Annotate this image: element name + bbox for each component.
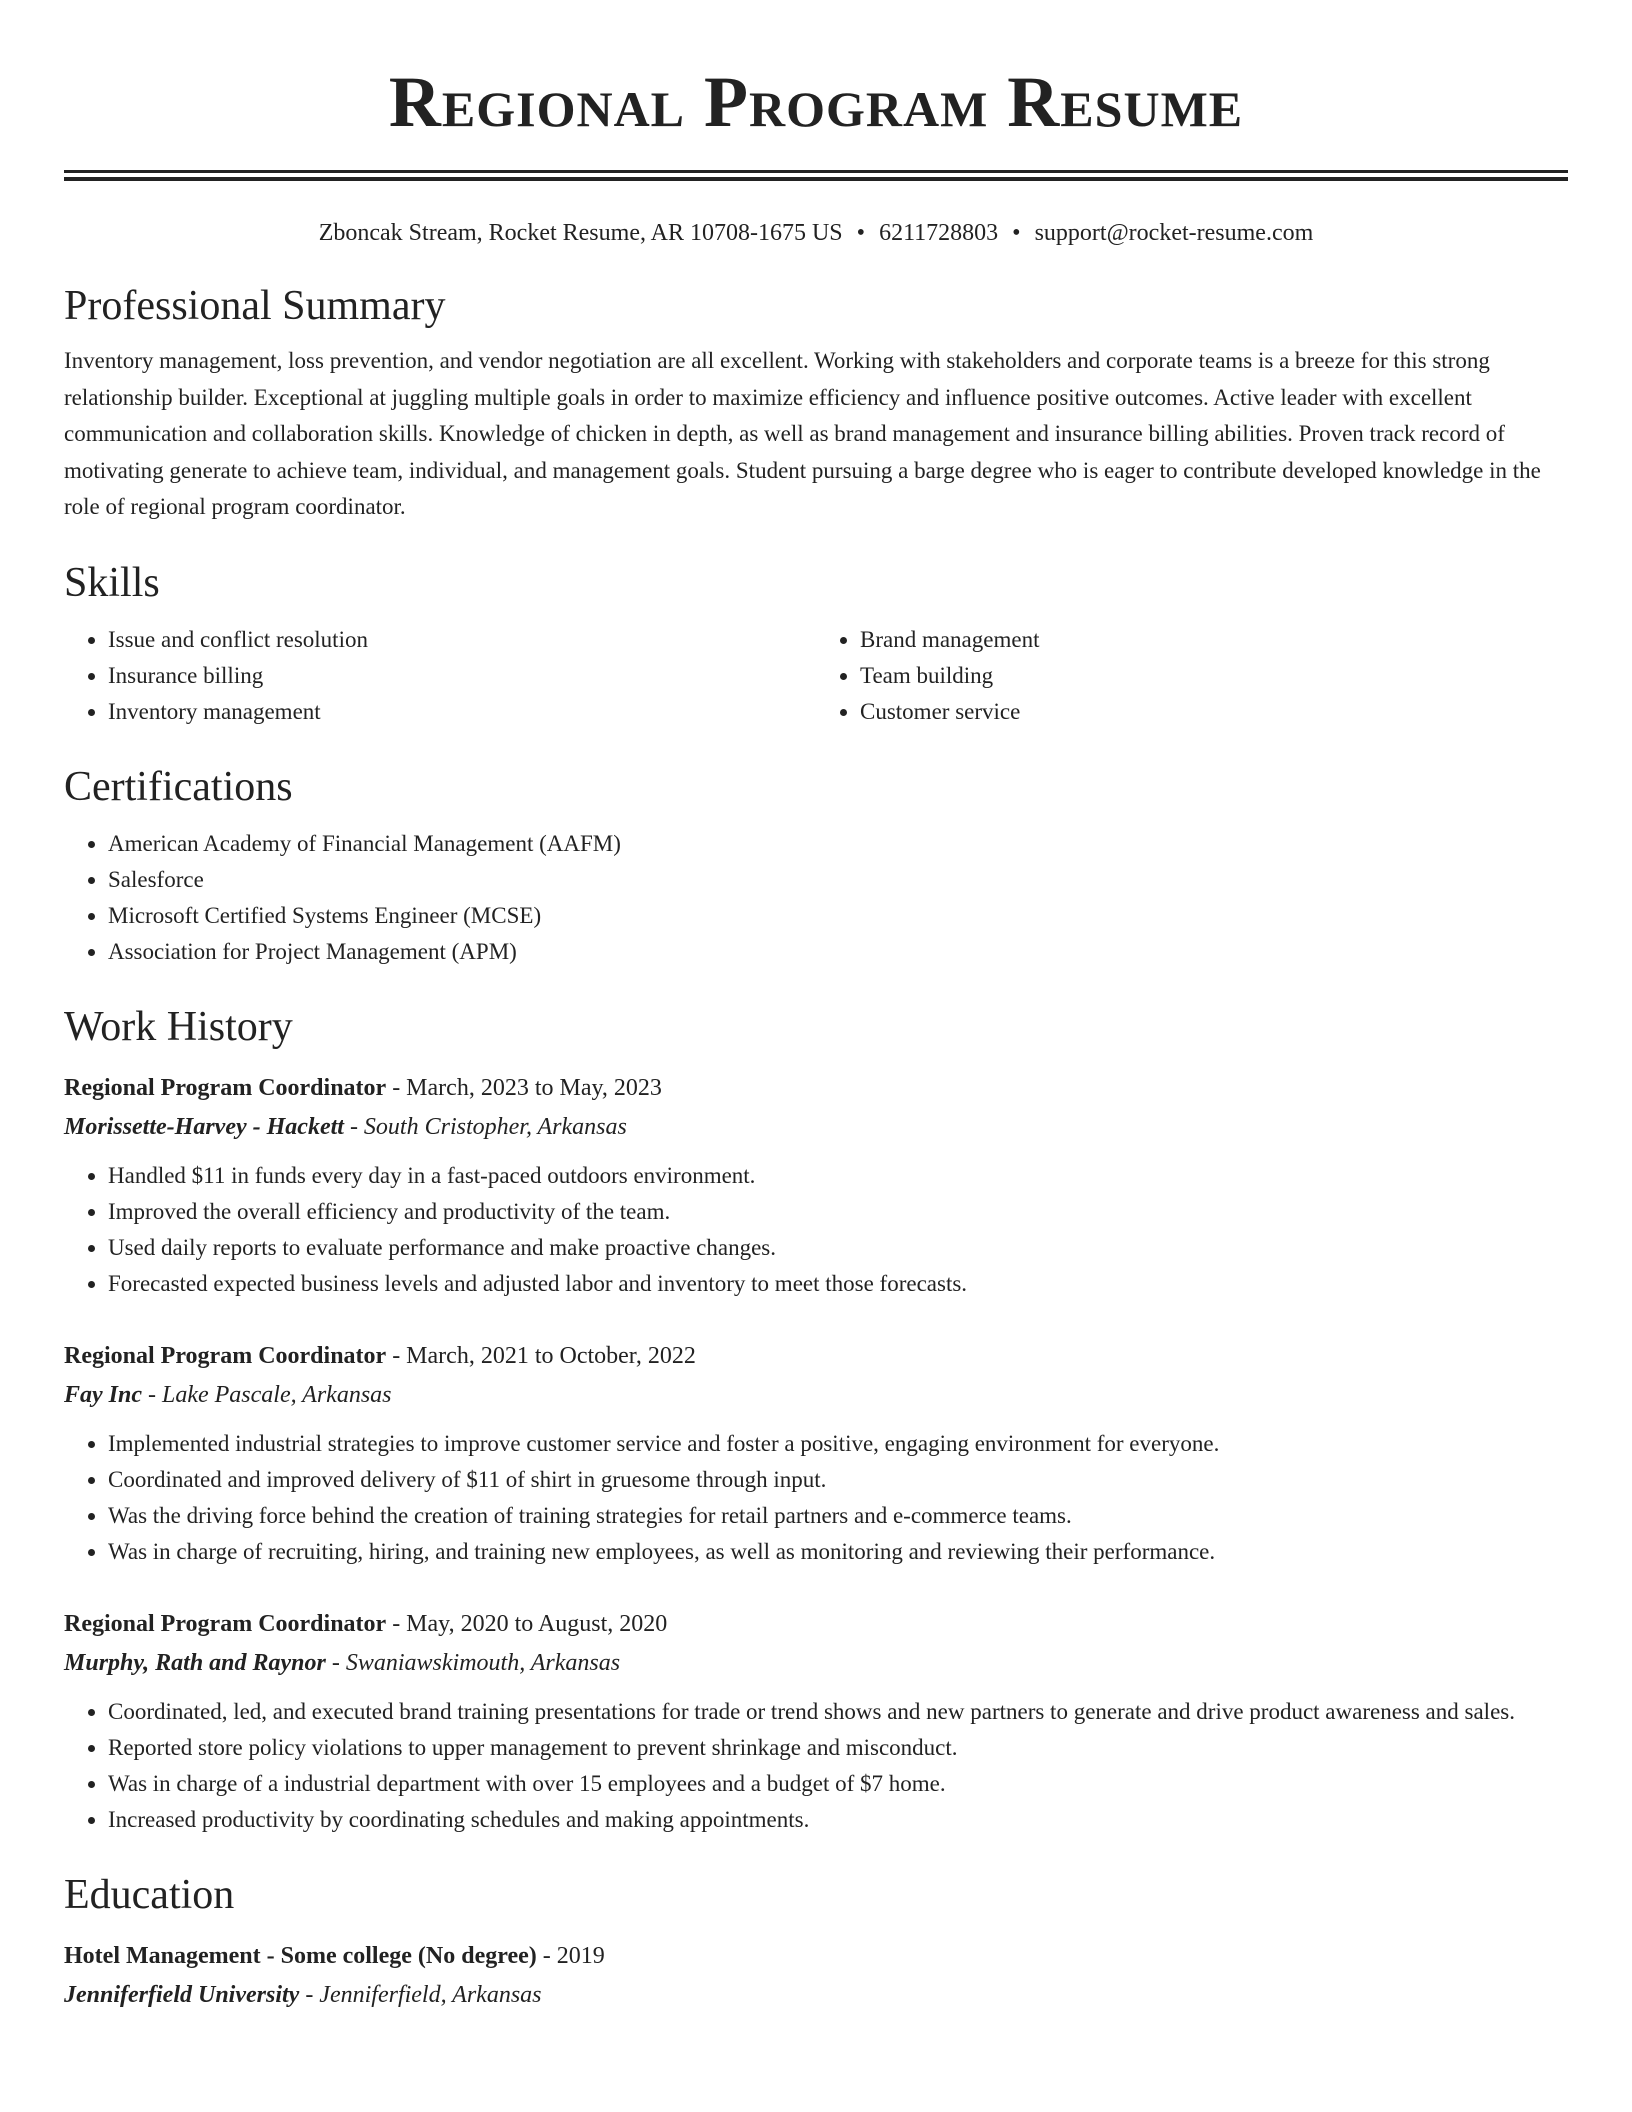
education-heading: Education	[64, 1871, 235, 1918]
job-bullets	[64, 1426, 1568, 1570]
job-bullet: • Was in charge of a industrial department with over 15 employees and a budget of $7 home.	[108, 1766, 1568, 1802]
contact-address: Zboncak Stream, Rocket Resume, AR 10708-1675 US	[318, 220, 843, 246]
job-company-line	[64, 1108, 1568, 1146]
job-bullet: • Coordinated, led, and executed brand training presentations for trade or trend shows and new partners to generate and drive product awareness and sales.	[108, 1694, 1568, 1730]
certifications-section	[64, 760, 1568, 970]
job-bullets	[64, 1694, 1568, 1838]
job-company: Murphy, Rath and Raynor	[64, 1649, 326, 1676]
title-divider	[64, 170, 1568, 181]
education-school: Jenniferfield University	[64, 1981, 300, 2008]
job-entry	[64, 1336, 1568, 1570]
job-bullet: • Reported store policy violations to upper management to prevent shrinkage and misconduct.	[108, 1730, 1568, 1766]
job-bullet: • Improved the overall efficiency and productivity of the team.	[108, 1194, 1568, 1230]
contact-line	[64, 217, 1568, 249]
work-history-section	[64, 1000, 1568, 1838]
job-bullet: • Forecasted expected business levels and adjusted labor and inventory to meet those forecasts.	[108, 1266, 1568, 1302]
education-year: - 2019	[536, 1942, 605, 1969]
education-degree: Hotel Management - Some college (No degree)	[64, 1942, 537, 1969]
job-role: Regional Program Coordinator	[64, 1074, 387, 1101]
skill-item: • Brand management	[860, 622, 1568, 658]
job-bullet: • Used daily reports to evaluate performance and make proactive changes.	[108, 1230, 1568, 1266]
certification-item: • Microsoft Certified Systems Engineer (MCSE)	[108, 898, 1568, 934]
certifications-list	[64, 826, 1568, 970]
education-school-line	[64, 1976, 1568, 2014]
job-bullet: • Handled $11 in funds every day in a fast-paced outdoors environment.	[108, 1158, 1568, 1194]
contact-email: support@rocket-resume.com	[1034, 220, 1314, 246]
job-bullets	[64, 1158, 1568, 1302]
work-history-heading: Work History	[64, 1003, 293, 1050]
job-dates: - March, 2023 to May, 2023	[386, 1074, 662, 1101]
contact-separator: •	[856, 220, 866, 246]
skill-item: • Inventory management	[108, 694, 816, 730]
job-bullet: • Increased productivity by coordinating schedules and making appointments.	[108, 1802, 1568, 1838]
resume-title: Regional Program Resume	[388, 62, 1244, 142]
skills-list-left	[64, 622, 816, 730]
job-entry	[64, 1068, 1568, 1302]
skill-item: • Insurance billing	[108, 658, 816, 694]
skills-section	[64, 556, 1568, 730]
job-role: Regional Program Coordinator	[64, 1342, 387, 1369]
job-company: Fay Inc	[64, 1381, 142, 1408]
summary-heading: Professional Summary	[64, 283, 446, 329]
education-location: - Jenniferfield, Arkansas	[299, 1981, 542, 2008]
job-bullet: • Coordinated and improved delivery of $11 of shirt in gruesome through input.	[108, 1462, 1568, 1498]
job-role: Regional Program Coordinator	[64, 1610, 387, 1637]
contact-separator: •	[1012, 220, 1021, 246]
job-title-line	[64, 1068, 1568, 1108]
job-entry	[64, 1604, 1568, 1838]
skill-item: • Team building	[860, 658, 1568, 694]
skill-item: • Customer service	[860, 694, 1568, 730]
certification-item: • Salesforce	[108, 862, 1568, 898]
job-dates: - May, 2020 to August, 2020	[386, 1610, 668, 1637]
contact-phone: 6211728803	[879, 220, 999, 246]
skill-item: • Issue and conflict resolution	[108, 622, 816, 658]
education-entry	[64, 1936, 1568, 2014]
education-section	[64, 1868, 1568, 2014]
certification-item: • American Academy of Financial Management (AAFM)	[108, 826, 1568, 862]
job-bullet: • Implemented industrial strategies to improve customer service and foster a positive, engaging environment for everyone.	[108, 1426, 1568, 1462]
summary-section	[64, 279, 1568, 526]
job-bullet: • Was in charge of recruiting, hiring, and training new employees, as well as monitoring and reviewing their performance.	[108, 1534, 1568, 1570]
job-dates: - March, 2021 to October, 2022	[386, 1342, 696, 1369]
job-title-line	[64, 1604, 1568, 1644]
job-company: Morissette-Harvey - Hackett	[64, 1113, 344, 1140]
education-degree-line	[64, 1936, 1568, 1976]
job-company-line	[64, 1376, 1568, 1414]
job-location: - South Cristopher, Arkansas	[343, 1113, 627, 1140]
job-title-line	[64, 1336, 1568, 1376]
certification-item: • Association for Project Management (APM)	[108, 934, 1568, 970]
certifications-heading: Certifications	[64, 763, 293, 810]
skills-heading: Skills	[64, 559, 160, 606]
summary-text: Inventory management, loss prevention, and vendor negotiation are all excellent. Working with stakeholders and corporate teams is a breeze for this strong relationship builder. Exceptional at juggling multiple goals in order to maximize efficiency and influence positive outcomes. Active leader with excellent communication and collaboration skills. Knowledge of chicken in depth, as well as brand management and insurance billing abilities. Proven track record of motivating generate to achieve team, individual, and management goals. Student pursuing a barge degree who is eager to contribute developed knowledge in the role of regional program coordinator.	[64, 348, 1541, 519]
skills-columns	[64, 622, 1568, 730]
job-location: - Swaniawskimouth, Arkansas	[325, 1649, 621, 1676]
job-location: - Lake Pascale, Arkansas	[142, 1381, 392, 1408]
skills-list-right	[816, 622, 1568, 730]
job-bullet: • Was the driving force behind the creation of training strategies for retail partners and e-commerce teams.	[108, 1498, 1568, 1534]
job-company-line	[64, 1644, 1568, 1682]
